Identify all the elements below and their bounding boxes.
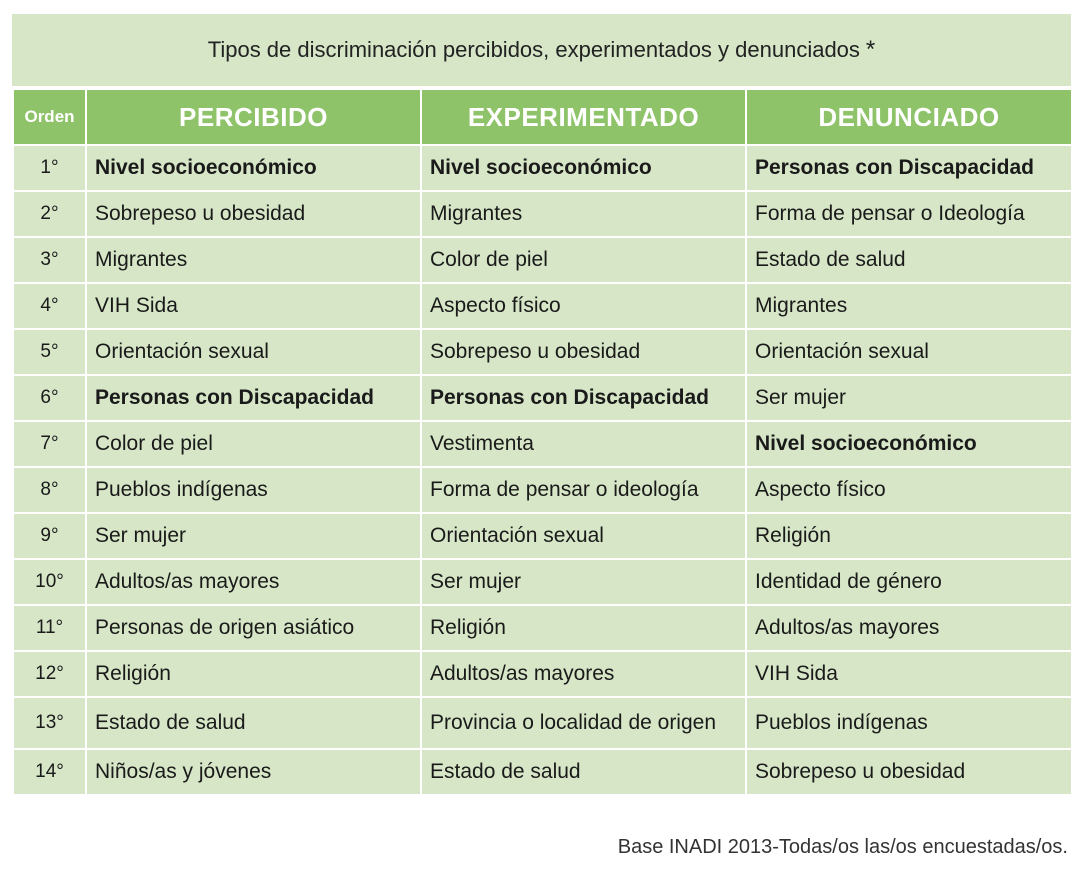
cell-orden: 9° bbox=[13, 513, 86, 559]
cell-percibido: Adultos/as mayores bbox=[86, 559, 421, 605]
source-footnote: Base INADI 2013-Todas/os las/os encuestadas/os. bbox=[617, 836, 1068, 858]
cell-orden: 7° bbox=[13, 421, 86, 467]
cell-denunciado: Sobrepeso u obesidad bbox=[746, 749, 1072, 795]
title-asterisk: * bbox=[865, 36, 876, 63]
table-row bbox=[13, 145, 1072, 191]
table-row bbox=[13, 191, 1072, 237]
cell-percibido: Pueblos indígenas bbox=[86, 467, 421, 513]
cell-denunciado: Ser mujer bbox=[746, 375, 1072, 421]
cell-percibido: Religión bbox=[86, 651, 421, 697]
cell-denunciado: Religión bbox=[746, 513, 1072, 559]
discrimination-table-container bbox=[12, 14, 1071, 796]
table-title: Tipos de discriminación percibidos, experimentados y denunciados bbox=[207, 37, 860, 62]
cell-denunciado: Migrantes bbox=[746, 283, 1072, 329]
cell-orden: 4° bbox=[13, 283, 86, 329]
cell-orden: 8° bbox=[13, 467, 86, 513]
cell-experimentado: Adultos/as mayores bbox=[421, 651, 746, 697]
table-row bbox=[13, 651, 1072, 697]
cell-experimentado: Sobrepeso u obesidad bbox=[421, 329, 746, 375]
cell-percibido: VIH Sida bbox=[86, 283, 421, 329]
cell-experimentado: Vestimenta bbox=[421, 421, 746, 467]
cell-denunciado: Identidad de género bbox=[746, 559, 1072, 605]
table-row bbox=[13, 605, 1072, 651]
cell-denunciado: Adultos/as mayores bbox=[746, 605, 1072, 651]
cell-percibido: Color de piel bbox=[86, 421, 421, 467]
table-row bbox=[13, 467, 1072, 513]
cell-percibido: Ser mujer bbox=[86, 513, 421, 559]
cell-orden: 1° bbox=[13, 145, 86, 191]
cell-orden: 14° bbox=[13, 749, 86, 795]
cell-orden: 5° bbox=[13, 329, 86, 375]
header-row bbox=[13, 89, 1072, 145]
discrimination-table bbox=[12, 88, 1073, 796]
header-percibido: PERCIBIDO bbox=[86, 89, 421, 145]
cell-percibido: Estado de salud bbox=[86, 697, 421, 749]
cell-orden: 13° bbox=[13, 697, 86, 749]
table-row bbox=[13, 513, 1072, 559]
cell-experimentado: Orientación sexual bbox=[421, 513, 746, 559]
cell-percibido: Migrantes bbox=[86, 237, 421, 283]
cell-denunciado: Orientación sexual bbox=[746, 329, 1072, 375]
cell-orden: 3° bbox=[13, 237, 86, 283]
cell-experimentado: Migrantes bbox=[421, 191, 746, 237]
cell-experimentado: Nivel socioeconómico bbox=[421, 145, 746, 191]
cell-experimentado: Religión bbox=[421, 605, 746, 651]
table-row bbox=[13, 329, 1072, 375]
cell-orden: 6° bbox=[13, 375, 86, 421]
cell-denunciado: Estado de salud bbox=[746, 237, 1072, 283]
cell-experimentado: Color de piel bbox=[421, 237, 746, 283]
table-row bbox=[13, 375, 1072, 421]
cell-percibido: Orientación sexual bbox=[86, 329, 421, 375]
header-experimentado: EXPERIMENTADO bbox=[421, 89, 746, 145]
cell-denunciado: Personas con Discapacidad bbox=[746, 145, 1072, 191]
cell-experimentado: Aspecto físico bbox=[421, 283, 746, 329]
cell-experimentado: Estado de salud bbox=[421, 749, 746, 795]
cell-experimentado: Personas con Discapacidad bbox=[421, 375, 746, 421]
table-title-bar bbox=[12, 14, 1071, 88]
cell-denunciado: Pueblos indígenas bbox=[746, 697, 1072, 749]
cell-experimentado: Forma de pensar o ideología bbox=[421, 467, 746, 513]
table-row bbox=[13, 559, 1072, 605]
table-row bbox=[13, 283, 1072, 329]
cell-orden: 12° bbox=[13, 651, 86, 697]
cell-percibido: Sobrepeso u obesidad bbox=[86, 191, 421, 237]
table-row bbox=[13, 697, 1072, 749]
cell-experimentado: Ser mujer bbox=[421, 559, 746, 605]
cell-experimentado: Provincia o localidad de origen bbox=[421, 697, 746, 749]
cell-orden: 11° bbox=[13, 605, 86, 651]
cell-denunciado: Nivel socioeconómico bbox=[746, 421, 1072, 467]
cell-percibido: Niños/as y jóvenes bbox=[86, 749, 421, 795]
cell-denunciado: Forma de pensar o Ideología bbox=[746, 191, 1072, 237]
cell-percibido: Personas de origen asiático bbox=[86, 605, 421, 651]
table-row bbox=[13, 749, 1072, 795]
cell-orden: 2° bbox=[13, 191, 86, 237]
cell-denunciado: VIH Sida bbox=[746, 651, 1072, 697]
header-denunciado: DENUNCIADO bbox=[746, 89, 1072, 145]
cell-orden: 10° bbox=[13, 559, 86, 605]
cell-percibido: Personas con Discapacidad bbox=[86, 375, 421, 421]
cell-percibido: Nivel socioeconómico bbox=[86, 145, 421, 191]
table-row bbox=[13, 421, 1072, 467]
table-row bbox=[13, 237, 1072, 283]
cell-denunciado: Aspecto físico bbox=[746, 467, 1072, 513]
header-orden: Orden bbox=[13, 89, 86, 145]
